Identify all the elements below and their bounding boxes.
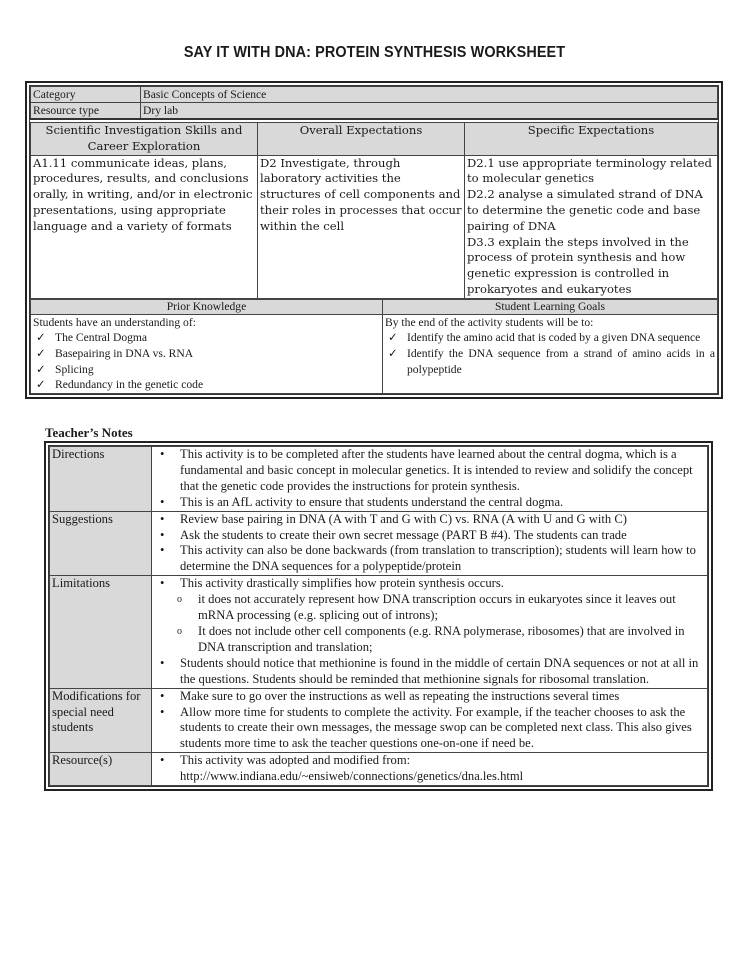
checkmark-icon: ✓ xyxy=(36,378,46,392)
list-item: • This is an AfL activity to ensure that students understand the central dogma. xyxy=(160,494,564,509)
overall-header: Overall Expectations xyxy=(258,123,465,156)
bullet-icon: • xyxy=(160,447,165,461)
list-item: • This activity drastically simplifies how protein synthesis occurs. o it does not accurately represent how DNA transcription occurs in eukaryotes since it leaves out mRNA processing (e.g. splicing out of introns); o It does not include other cell components (e.g. RNA polymerase, ribosomes) that are involved in DNA transcription and translation; xyxy=(154,576,705,656)
resource-type-label: Resource type xyxy=(31,103,141,120)
category-label: Category xyxy=(31,87,141,103)
bullet-icon: • xyxy=(160,494,165,509)
bullet-icon: • xyxy=(160,753,165,768)
table-row xyxy=(50,576,708,688)
checkmark-icon: ✓ xyxy=(388,346,398,360)
list-item: • This activity was adopted and modified from: http://www.indiana.edu/~ensiweb/connections/genetics/dna.les.html xyxy=(160,753,524,784)
list-item: • This activity is to be completed after the students have learned about the central dogma, which is a fundamental and basic concept in molecular genetics. It is intended to review and solidify the concept that the genetic code provides the instructions for protein synthesis. xyxy=(160,447,693,493)
list-item: • Allow more time for students to complete the activity. For example, if the teacher chooses to ask the students to create their own messages, the message swop can be completed next class. This also gives students more time to ask the teacher questions one-on-one if need be. xyxy=(160,704,692,751)
learning-goals-intro: By the end of the activity students will be to: xyxy=(385,315,594,329)
category-table xyxy=(30,86,718,120)
circle-bullet-icon: o xyxy=(177,625,182,637)
sub-list-item: o it does not accurately represent how DNA transcription occurs in eukaryotes since it leaves out mRNA processing (e.g. splicing out of introns); xyxy=(177,592,676,623)
prior-knowledge-cell xyxy=(31,314,383,393)
row-label: Directions xyxy=(50,447,152,512)
list-item: ✓ Splicing xyxy=(36,362,94,376)
checkmark-icon: ✓ xyxy=(36,346,46,360)
skills-text: A1.11 communicate ideas, plans, procedures, results, and conclusions orally, in writing, and/or in electronic presentations, using appropriate language and a variety of formats xyxy=(31,155,258,298)
teachers-notes-table xyxy=(44,441,713,791)
teachers-notes-heading: Teacher’s Notes xyxy=(45,425,133,440)
bullet-icon: • xyxy=(160,576,165,591)
row-label: Modifications for special need students xyxy=(50,688,152,753)
prior-knowledge-intro: Students have an understanding of: xyxy=(33,315,196,329)
circle-bullet-icon: o xyxy=(177,594,182,606)
table-row xyxy=(50,447,708,512)
checkmark-icon: ✓ xyxy=(388,331,398,345)
list-item: ✓ Redundancy in the genetic code xyxy=(36,378,204,392)
table-row xyxy=(50,753,708,786)
list-item: • Ask the students to create their own secret message (PART B #4). The students can trade xyxy=(160,527,627,542)
bullet-icon: • xyxy=(160,655,165,670)
overview-table xyxy=(25,81,723,399)
list-item: ✓ Identify the amino acid that is coded by a given DNA sequence xyxy=(388,331,701,345)
category-value: Basic Concepts of Science xyxy=(141,87,718,103)
bullet-icon: • xyxy=(160,527,165,542)
table-row xyxy=(50,511,708,576)
list-item: ✓ The Central Dogma xyxy=(36,331,148,345)
specific-expectations xyxy=(465,155,718,298)
page-title: SAY IT WITH DNA: PROTEIN SYNTHESIS WORKSHEET xyxy=(183,44,566,61)
resource-type-value: Dry lab xyxy=(141,103,718,120)
bullet-icon: • xyxy=(160,704,165,719)
sub-list-item: o It does not include other cell components (e.g. RNA polymerase, ribosomes) that are involved in DNA transcription and translation; xyxy=(177,623,685,654)
learning-goals-header: Student Learning Goals xyxy=(383,299,718,314)
notes-table xyxy=(49,446,708,786)
knowledge-goals-table xyxy=(30,299,718,394)
specific-item: D2.2 analyse a simulated strand of DNA to determine the genetic code and base pairing of DNA xyxy=(467,187,703,233)
table-row xyxy=(50,688,708,753)
overall-text: D2 Investigate, through laboratory activities the structures of cell components and their roles in processes that occur within the cell xyxy=(258,155,465,298)
prior-knowledge-list xyxy=(33,330,380,392)
row-label: Suggestions xyxy=(50,511,152,576)
skills-header: Scientific Investigation Skills and Career Exploration xyxy=(31,123,258,156)
list-item: • Review base pairing in DNA (A with T and G with C) vs. RNA (A with U and G with C) xyxy=(160,511,627,526)
bullet-icon: • xyxy=(160,688,165,703)
list-item: ✓ Identify the DNA sequence from a strand of amino acids in a polypeptide xyxy=(388,346,715,376)
bullet-icon: • xyxy=(160,511,165,526)
learning-goals-cell xyxy=(383,314,718,393)
specific-item: D3.3 explain the steps involved in the process of protein synthesis and how genetic expression is controlled in prokaryotes and eukaryotes xyxy=(467,234,689,296)
list-item: • Make sure to go over the instructions as well as repeating the instructions several times xyxy=(160,688,620,703)
specific-header: Specific Expectations xyxy=(465,123,718,156)
list-item: • Students should notice that methionine is found in the middle of certain DNA sequences or not at all in the questions. Students should be reminded that methionine signals for ribosomal translation. xyxy=(160,655,699,686)
expectations-table xyxy=(30,122,718,299)
checkmark-icon: ✓ xyxy=(36,362,46,376)
specific-item: D2.1 use appropriate terminology related to molecular genetics xyxy=(467,155,712,186)
bullet-icon: • xyxy=(160,543,165,558)
list-item: ✓ Basepairing in DNA vs. RNA xyxy=(36,346,194,360)
prior-knowledge-header: Prior Knowledge xyxy=(31,299,383,314)
checkmark-icon: ✓ xyxy=(36,331,46,345)
list-item: • This activity can also be done backwards (from translation to transcription); students will learn how to determine the DNA sequences for a polypeptide/protein xyxy=(160,543,696,574)
row-label: Limitations xyxy=(50,576,152,688)
row-label: Resource(s) xyxy=(50,753,152,786)
learning-goals-list xyxy=(385,330,715,377)
